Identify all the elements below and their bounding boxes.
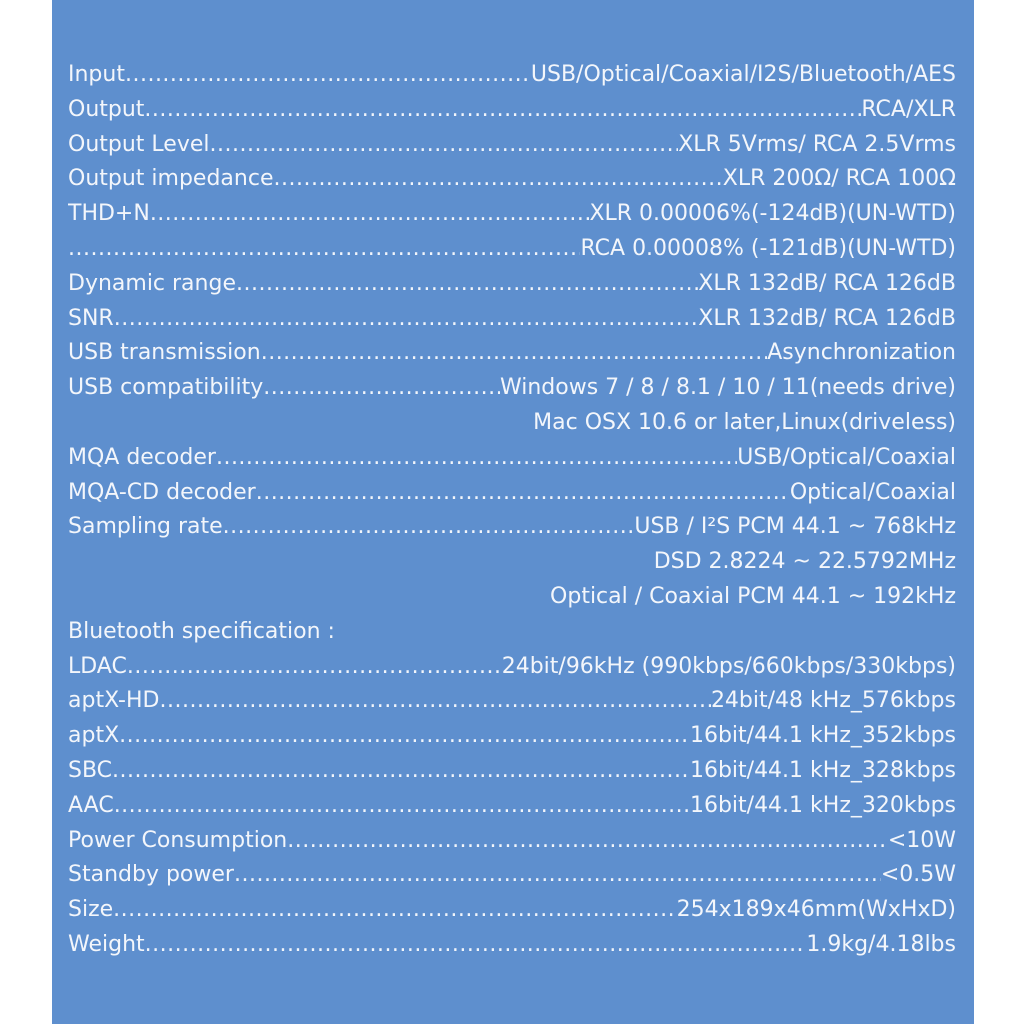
- spec-row: [68, 375, 956, 410]
- spec-value: <0.5W: [880, 862, 956, 888]
- spec-value: USB/Optical/Coaxial: [737, 444, 956, 470]
- spec-value: XLR 200Ω/ RCA 100Ω: [722, 166, 956, 192]
- spec-row-continuation: [68, 584, 956, 619]
- spec-row: [68, 828, 956, 863]
- spec-row: [68, 514, 956, 549]
- spec-label: SNR: [68, 305, 114, 331]
- spec-value: USB/Optical/Coaxial/I2S/Bluetooth/AES: [530, 62, 956, 87]
- spec-value: XLR 132dB/ RCA 126dB: [698, 305, 956, 331]
- spec-label: Size: [68, 897, 114, 923]
- spec-row: [68, 445, 956, 480]
- spec-label: Weight: [68, 931, 145, 957]
- spec-row-continuation: [68, 549, 956, 584]
- spec-row: [68, 723, 956, 758]
- spec-label: Output Level: [68, 131, 210, 157]
- spec-row: [68, 862, 956, 897]
- dot-leader: [216, 445, 737, 470]
- spec-label: Dynamic range: [68, 270, 236, 296]
- spec-row: [68, 758, 956, 793]
- spec-value: <10W: [887, 827, 956, 853]
- spec-label: Output: [68, 96, 145, 122]
- spec-label: aptX-HD: [68, 688, 160, 714]
- dot-leader: [159, 688, 710, 713]
- spec-row: [68, 793, 956, 828]
- dot-leader: [125, 62, 531, 87]
- spec-row: [68, 897, 956, 932]
- dot-leader: [127, 654, 502, 679]
- dot-leader: [114, 306, 699, 331]
- spec-row: [68, 166, 956, 201]
- spec-value: 24bit/96kHz (990kbps/660kbps/330kbps): [501, 653, 956, 679]
- section-heading-text: Bluetooth specification :: [68, 618, 335, 644]
- spec-label: USB transmission: [68, 340, 261, 366]
- spec-value: 254x189x46mm(WxHxD): [676, 897, 956, 923]
- dot-leader: [68, 236, 580, 261]
- spec-label: Power Consumption: [68, 827, 288, 853]
- spec-value: 24bit/48 kHz_576kbps: [710, 688, 956, 714]
- spec-sheet-panel: [52, 0, 974, 1024]
- dot-leader: [236, 271, 698, 296]
- spec-label: LDAC: [68, 653, 127, 679]
- spec-label: MQA decoder: [68, 444, 216, 470]
- spec-value: Optical/Coaxial: [789, 479, 956, 505]
- spec-value: RCA 0.00008% (-121dB)(UN-WTD): [580, 235, 956, 261]
- dot-leader: [261, 340, 768, 365]
- spec-value: USB / I²S PCM 44.1 ~ 768kHz: [634, 514, 956, 540]
- spec-label: THD+N: [68, 201, 150, 227]
- spec-label: aptX: [68, 723, 120, 749]
- spec-row: [68, 97, 956, 132]
- dot-leader: [263, 375, 500, 400]
- spec-row: [68, 688, 956, 723]
- dot-leader: [287, 828, 888, 853]
- spec-value: DSD 2.8224 ~ 22.5792MHz: [653, 549, 956, 575]
- dot-leader: [144, 97, 861, 122]
- spec-row: [68, 62, 956, 97]
- spec-row: [68, 271, 956, 306]
- dot-leader: [145, 932, 807, 957]
- spec-row: [68, 340, 956, 375]
- spec-value: Optical / Coaxial PCM 44.1 ~ 192kHz: [550, 583, 956, 609]
- spec-value: Mac OSX 10.6 or later,Linux(driveless): [533, 409, 956, 435]
- spec-row: [68, 306, 956, 341]
- spec-value: 16bit/44.1 kHz_320kbps: [689, 792, 956, 818]
- spec-label: MQA-CD decoder: [68, 479, 256, 505]
- spec-value: Asynchronization: [767, 340, 956, 366]
- spec-row: [68, 236, 956, 271]
- spec-label: Standby power: [68, 862, 234, 888]
- spec-row: [68, 654, 956, 689]
- spec-row: [68, 132, 956, 167]
- dot-leader: [119, 723, 690, 748]
- spec-row-continuation: [68, 410, 956, 445]
- spec-label: Sampling rate: [68, 514, 223, 540]
- spec-value: XLR 5Vrms/ RCA 2.5Vrms: [678, 131, 956, 157]
- spec-value: XLR 132dB/ RCA 126dB: [698, 270, 956, 296]
- spec-label: AAC: [68, 792, 114, 818]
- spec-value: 16bit/44.1 kHz_352kbps: [689, 723, 956, 749]
- spec-value: Windows 7 / 8 / 8.1 / 10 / 11(needs drive): [499, 375, 956, 401]
- dot-leader: [234, 862, 881, 887]
- dot-leader: [150, 201, 590, 226]
- dot-leader: [114, 793, 690, 818]
- dot-leader: [210, 132, 679, 157]
- spec-value: XLR 0.00006%(-124dB)(UN-WTD): [589, 201, 956, 227]
- spec-row: [68, 201, 956, 236]
- spec-label: Output impedance: [68, 166, 274, 192]
- spec-list: [68, 62, 956, 967]
- dot-leader: [256, 480, 790, 505]
- dot-leader: [112, 758, 690, 783]
- spec-label: Input: [68, 62, 125, 87]
- dot-leader: [273, 166, 722, 191]
- spec-value: RCA/XLR: [861, 96, 956, 122]
- spec-row: [68, 480, 956, 515]
- spec-value: 16bit/44.1 kHz_328kbps: [689, 757, 956, 783]
- spec-value: 1.9kg/4.18lbs: [806, 931, 956, 957]
- spec-row: [68, 932, 956, 967]
- dot-leader: [113, 897, 677, 922]
- dot-leader: [223, 514, 635, 539]
- spec-label: USB compatibility: [68, 375, 264, 401]
- spec-section-heading: [68, 619, 956, 654]
- spec-label: SBC: [68, 757, 113, 783]
